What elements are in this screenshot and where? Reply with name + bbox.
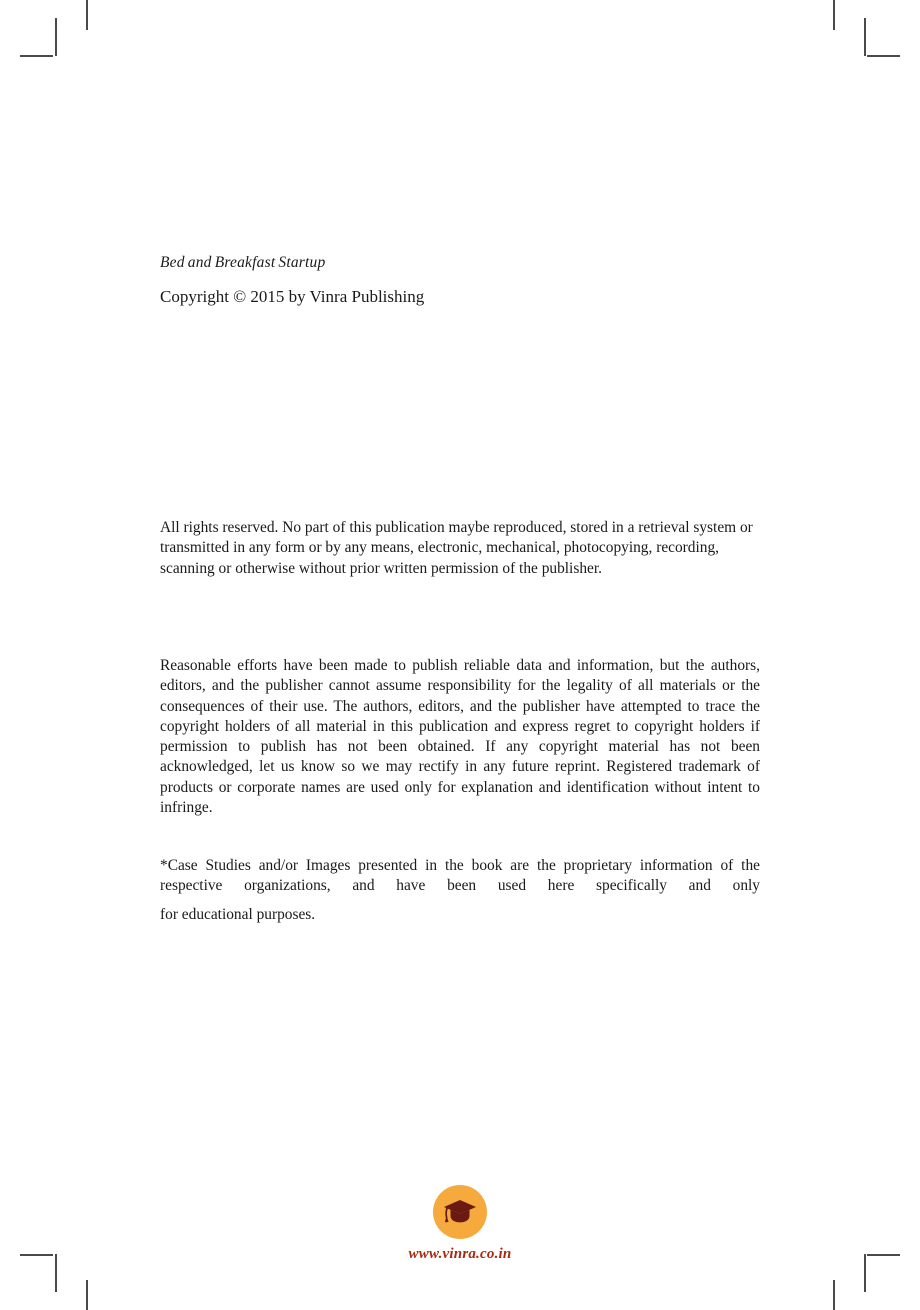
crop-mark-top-left-horizontal [20, 55, 53, 57]
crop-mark-top-right-bleed [833, 0, 835, 30]
rights-reserved-paragraph: All rights reserved. No part of this publication maybe reproduced, stored in a retrieval system or transmitted in any form or by any means, electronic, mechanical, photocopying, recording, scanning or otherwise without prior written permission of the publisher. [160, 519, 753, 577]
disclaimer-paragraph: Reasonable efforts have been made to publish reliable data and information, but the authors, editors, and the publisher cannot assume responsibility for the legality of all materials or the consequences of their use. The authors, editors, and the publisher have attempted to trace the copyright holders of all material in this publication and express regret to copyright holders if permission to publish has not been obtained. If any copyright material has not been acknowledged, let us know so we may rectify in any future reprint. Registered trademark of products or corporate names are used only for explanation and identification without intent to infringe. [160, 657, 760, 817]
publisher-logo-badge [433, 1185, 487, 1239]
case-studies-note: *Case Studies and/or Images presented in the book are the proprietary information of the respective organizations, and have been used here specifically and only [160, 857, 760, 895]
copyright-statement: Copyright © 2015 by Vinra Publishing [160, 287, 425, 306]
educational-purposes-note: for educational purposes. [160, 906, 316, 923]
crop-mark-top-right-horizontal [867, 55, 900, 57]
crop-mark-top-left-bleed [86, 0, 88, 30]
crop-mark-top-left-vertical [55, 18, 57, 56]
crop-mark-top-right-vertical [864, 18, 866, 56]
crop-mark-bottom-right-bleed [833, 1280, 835, 1310]
publisher-website-url[interactable]: www.vinra.co.in [408, 1246, 512, 1262]
book-title: Bed and Breakfast Startup [160, 254, 326, 271]
page-footer [0, 1185, 920, 1263]
crop-mark-bottom-left-bleed [86, 1280, 88, 1310]
